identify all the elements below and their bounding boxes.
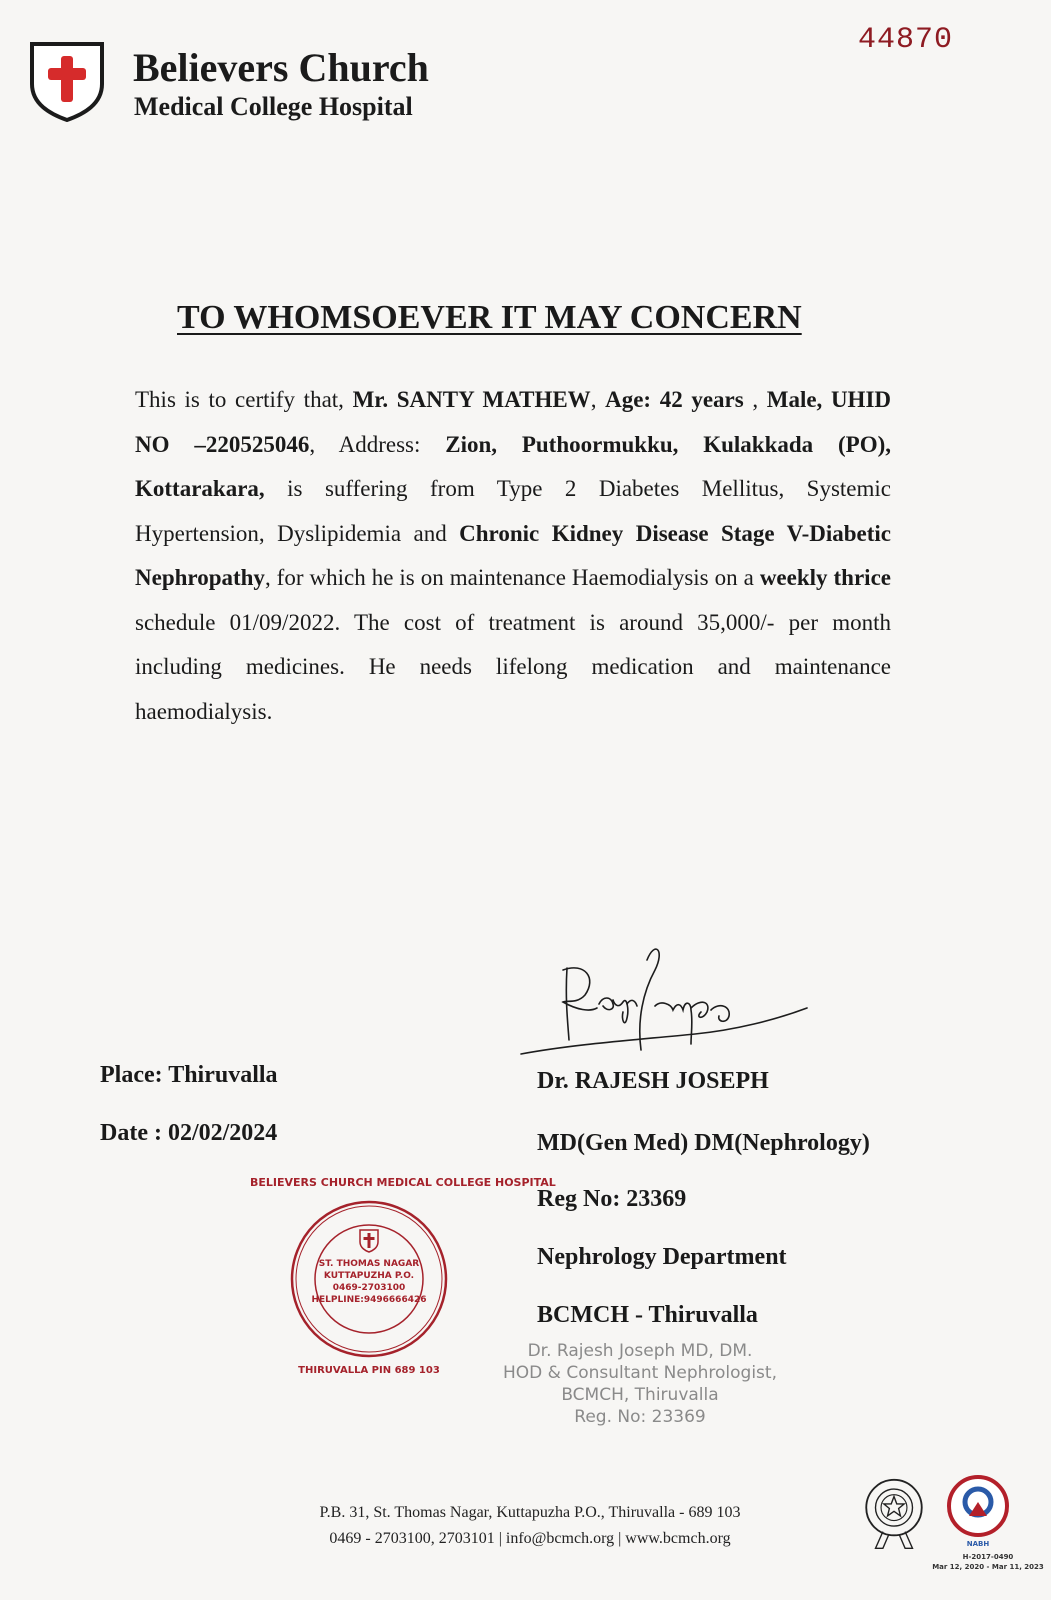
body-text: schedule 01/09/2022. The cost of treatment is around 35,000/- per month including medicines. He needs lifelong medication and maintenance haemodialysis. [135,609,891,724]
body-text: , for which he is on maintenance Haemodialysis on a [264,565,760,590]
body-text: This is to certify that, [135,387,353,412]
patient-gender: Male, [766,387,823,412]
certificate-body [135,378,891,734]
doctor-department: Nephrology Department [537,1244,787,1270]
hospital-name: Believers Church [133,45,429,90]
rubber-stamp-line: HOD & Consultant Nephrologist, [503,1363,777,1383]
body-text: is suffering from Type 2 Diabetes Mellitus, Systemic Hypertension, Dyslipidemia and [135,476,891,546]
seal-inner-text [300,1258,438,1306]
seal-line: 0469-2703100 [332,1283,406,1293]
dialysis-schedule: weekly thrice [759,565,891,590]
rubber-stamp-line: Reg. No: 23369 [574,1407,706,1427]
nabh-cert-line: H-2017-0490 [962,1553,1014,1561]
seal-line: ST. THOMAS NAGAR [318,1259,420,1269]
footer-address [250,1500,810,1552]
footer-address-line: P.B. 31, St. Thomas Nagar, Kuttapuzha P.O., Thiruvalla - 689 103 [319,1504,741,1521]
doctor-qualification: MD(Gen Med) DM(Nephrology) [537,1130,870,1156]
rubber-stamp-line: Dr. Rajesh Joseph MD, DM. [527,1341,753,1361]
body-text: , [743,387,767,412]
patient-age: Age: 42 years [605,387,744,412]
nabh-cert-line: Mar 12, 2020 - Mar 11, 2023 [932,1563,1044,1571]
patient-uhid: UHID NO –220525046 [135,387,891,457]
rubber-stamp-line: BCMCH, Thiruvalla [561,1385,719,1405]
certificate-title: TO WHOMSOEVER IT MAY CONCERN [177,299,802,336]
doctor-hospital: BCMCH - Thiruvalla [537,1302,758,1328]
seal-ring-text: BELIEVERS CHURCH MEDICAL COLLEGE HOSPITAL [250,1176,556,1189]
body-text: , [590,387,606,412]
body-text: , Address: [309,431,446,457]
date-label: Date : 02/02/2024 [100,1120,278,1146]
diagnosis: Chronic Kidney Disease Stage V-Diabetic Nephropathy [135,520,891,590]
seal-shield-icon [360,1230,378,1252]
nabh-cert-text [928,1552,1048,1572]
seal-line: KUTTAPUZHA P.O. [323,1271,415,1281]
doctor-reg-no: Reg No: 23369 [537,1186,687,1212]
doctor-signature [515,940,815,1060]
doctor-rubber-stamp [490,1340,790,1428]
red-cross-shield-icon [28,40,106,122]
patient-address: Zion, Puthoormukku, Kulakkada (PO), Kottarakara, [135,431,892,501]
serial-number: 44870 [858,23,954,57]
nabh-label: NABH [966,1540,990,1548]
footer-contact-line: 0469 - 2703100, 2703101 | info@bcmch.org | www.bcmch.org [329,1530,731,1547]
place-label: Place: Thiruvalla [100,1062,278,1088]
seal-line: HELPLINE:9496666426 [311,1295,427,1305]
seal-bottom-text: THIRUVALLA PIN 689 103 [298,1365,440,1376]
hospital-subtitle: Medical College Hospital [134,92,413,121]
nabh-emblem-icon [862,1478,926,1552]
doctor-name: Dr. RAJESH JOSEPH [537,1068,769,1094]
patient-name: Mr. SANTY MATHEW [352,387,591,412]
nabh-logo-icon [946,1474,1010,1538]
